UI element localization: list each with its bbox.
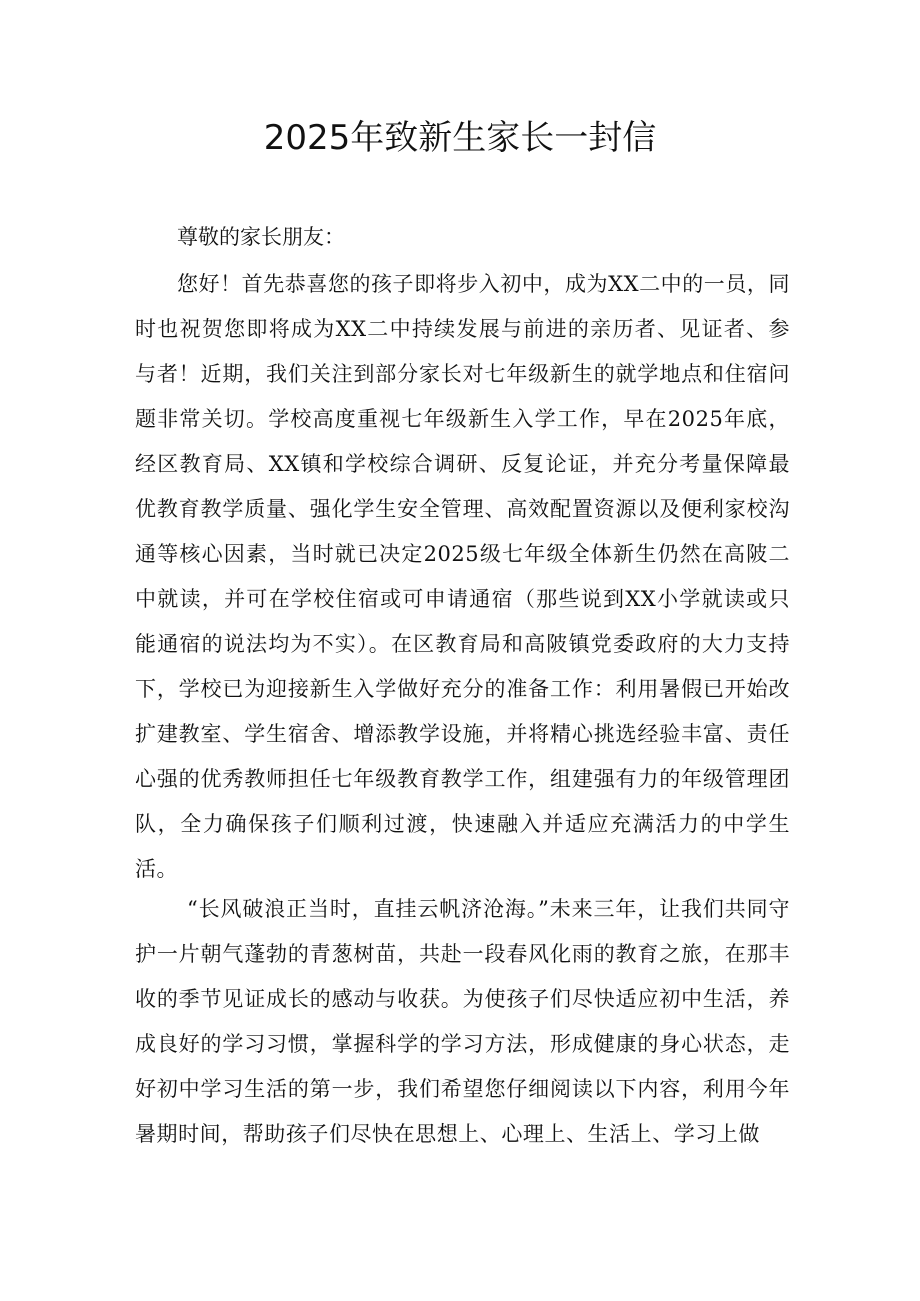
page-title: 2025年致新生家长一封信: [263, 118, 657, 158]
letter-paragraph-2: “长风破浪正当时，直挂云帆济沧海。”未来三年，让我们共同守护一片朝气蓬勃的青葱树苗，共赴一段春风化雨的教育之旅，在那丰收的季节见证成长的感动与收获。为使孩子们尽快适应初中生活，养成良好的学习习惯，掌握科学的学习方法，形成健康的身心状态，走好初中学习生活的第一步，我们希望您仔细阅读以下内容，利用今年暑期时间，帮助孩子们尽快在思想上、心理上、生活上、学习上做: [135, 897, 790, 1146]
letter-greeting: 尊敬的家长朋友：: [177, 225, 345, 249]
letter-paragraph-1: 您好！首先恭喜您的孩子即将步入初中，成为XX二中的一员，同时也祝贺您即将成为XX二中持续发展与前进的亲历者、见证者、参与者！近期，我们关注到部分家长对七年级新生的就学地点和住宿问题非常关切。学校高度重视七年级新生入学工作，早在2025年底，经区教育局、XX镇和学校综合调研、反复论证，并充分考量保障最优教育教学质量、强化学生安全管理、高效配置资源以及便利家校沟通等核心因素，当时就已决定2025级七年级全体新生仍然在高陂二中就读，并可在学校住宿或可申请通宿（那些说到XX小学就读或只能通宿的说法均为不实）。在区教育局和高陂镇党委政府的大力支持下，学校已为迎接新生入学做好充分的准备工作：利用暑假已开始改扩建教室、学生宿舍、增添教学设施，并将精心挑选经验丰富、责任心强的优秀教师担任七年级教育教学工作，组建强有力的年级管理团队，全力确保孩子们顺利过渡，快速融入并适应充满活力的中学生活。: [135, 272, 790, 881]
